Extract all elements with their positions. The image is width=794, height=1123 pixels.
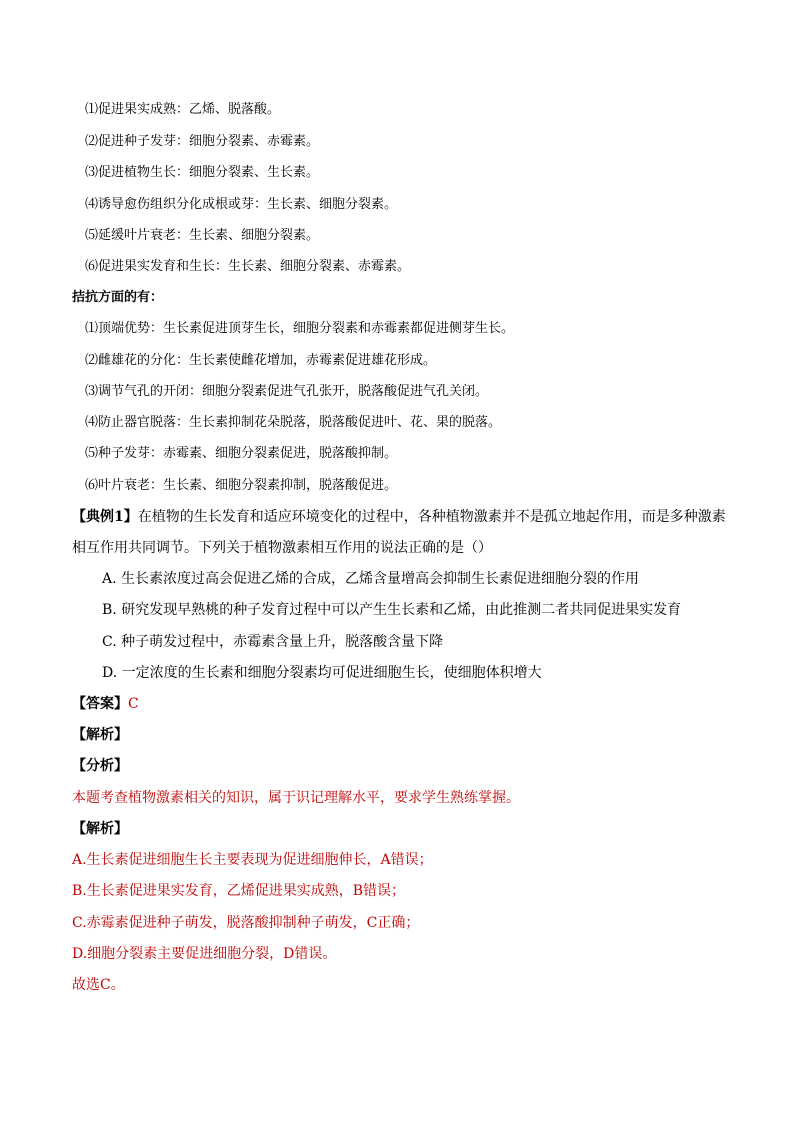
fenxi-label: 【分析】 bbox=[72, 758, 128, 774]
answer-value: C bbox=[128, 696, 139, 712]
conclusion: 故选C。 bbox=[72, 977, 125, 993]
example-question-text: 在植物的生长发育和适应环境变化的过程中，各种植物激素并不是孤立地起作用，而是多种激素 bbox=[137, 509, 726, 525]
antagonism-item: ⑸种子发芽：赤霉素、细胞分裂素促进，脱落酸抑制。 bbox=[85, 446, 398, 461]
answer-line bbox=[72, 695, 139, 713]
antagonism-heading: 拮抗方面的有： bbox=[72, 290, 164, 305]
answer-label: 【答案】 bbox=[72, 696, 128, 712]
promote-item: ⑹促进果实发育和生长：生长素、细胞分裂素、赤霉素。 bbox=[85, 259, 411, 274]
example-question-line2: 相互作用共同调节。下列关于植物激素相互作用的说法正确的是（） bbox=[72, 540, 492, 556]
jiexi-item: D.细胞分裂素主要促进细胞分裂，D错误。 bbox=[72, 946, 337, 962]
promote-item: ⑷诱导愈伤组织分化成根或芽：生长素、细胞分裂素。 bbox=[85, 197, 398, 212]
option-b: B. 研究发现早熟桃的种子发育过程中可以产生生长素和乙烯，由此推测二者共同促进果实发育 bbox=[102, 602, 682, 618]
option-a: A. 生长素浓度过高会促进乙烯的合成，乙烯含量增高会抑制生长素促进细胞分裂的作用 bbox=[102, 571, 640, 587]
option-c: C. 种子萌发过程中，赤霉素含量上升，脱落酸含量下降 bbox=[102, 634, 444, 650]
jiexi-item: B.生长素促进果实发育，乙烯促进果实成熟，B错误； bbox=[72, 883, 406, 899]
jiexi-item: C.赤霉素促进种子萌发，脱落酸抑制种子萌发，C正确； bbox=[72, 915, 420, 931]
antagonism-item: ⑵雌雄花的分化：生长素使雌花增加，赤霉素促进雄花形成。 bbox=[85, 353, 437, 368]
promote-item: ⑴促进果实成熟：乙烯、脱落酸。 bbox=[85, 102, 281, 117]
promote-item: ⑶促进植物生长：细胞分裂素、生长素。 bbox=[85, 165, 320, 180]
antagonism-item: ⑶调节气孔的开闭：细胞分裂素促进气孔张开，脱落酸促进气孔关闭。 bbox=[85, 384, 489, 399]
antagonism-item: ⑷防止器官脱落：生长素抑制花朵脱落，脱落酸促进叶、花、果的脱落。 bbox=[85, 415, 502, 430]
example-question-line1 bbox=[72, 508, 726, 526]
example-tag: 【典例1】 bbox=[72, 509, 138, 525]
antagonism-item: ⑴顶端优势：生长素促进顶芽生长，细胞分裂素和赤霉素都促进侧芽生长。 bbox=[85, 321, 515, 336]
fenxi-text: 本题考查植物激素相关的知识，属于识记理解水平，要求学生熟练掌握。 bbox=[72, 790, 520, 806]
jiexi-label: 【解析】 bbox=[72, 821, 128, 837]
promote-item: ⑵促进种子发芽：细胞分裂素、赤霉素。 bbox=[85, 134, 320, 149]
promote-item: ⑸延缓叶片衰老：生长素、细胞分裂素。 bbox=[85, 228, 320, 243]
jiexi-item: A.生长素促进细胞生长主要表现为促进细胞伸长，A错误； bbox=[72, 852, 433, 868]
antagonism-item: ⑹叶片衰老：生长素、细胞分裂素抑制，脱落酸促进。 bbox=[85, 478, 398, 493]
analysis-label: 【解析】 bbox=[72, 727, 128, 743]
option-d: D. 一定浓度的生长素和细胞分裂素均可促进细胞生长，使细胞体积增大 bbox=[102, 665, 542, 681]
